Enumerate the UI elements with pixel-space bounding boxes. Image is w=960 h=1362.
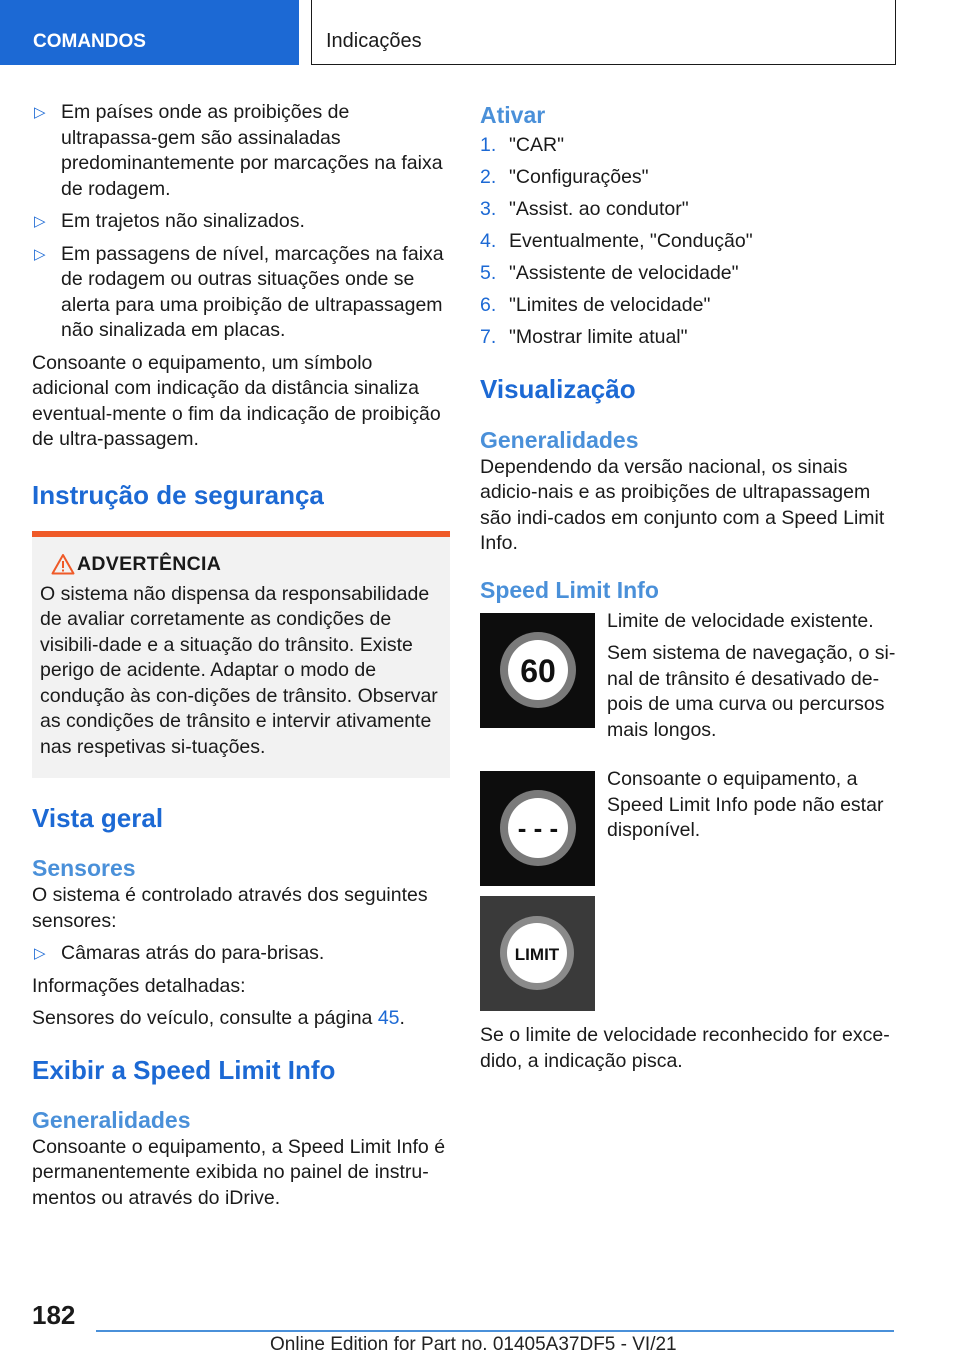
exceeded-text: Se o limite de velocidade reconhecido for exce-dido, a indicação pisca. bbox=[480, 1024, 890, 1072]
warning-title: ADVERTÊNCIA bbox=[40, 553, 442, 576]
list-item: ▷ Câmaras atrás do para-brisas. bbox=[32, 941, 450, 967]
right-column bbox=[480, 100, 898, 1074]
step-item bbox=[480, 261, 898, 287]
step-number: 5. bbox=[480, 262, 497, 284]
triangle-bullet-icon: ▷ bbox=[34, 945, 46, 962]
step-number: 3. bbox=[480, 198, 497, 220]
step-text: "Assistente de velocidade" bbox=[509, 262, 739, 284]
step-text: "Limites de velocidade" bbox=[509, 294, 711, 316]
step-item bbox=[480, 229, 898, 255]
triangle-bullet-icon: ▷ bbox=[34, 245, 46, 263]
general-text: Consoante o equipamento, a Speed Limit Info é permanentemente exibida no painel de instru-mentos ou através do iDrive. bbox=[32, 1135, 446, 1209]
step-text: "CAR" bbox=[509, 134, 565, 156]
details-label: Informações detalhadas: bbox=[32, 974, 246, 997]
safety-heading: Instrução de segurança bbox=[32, 479, 324, 510]
sensors-heading: Sensores bbox=[32, 855, 136, 881]
sign-value: 60 bbox=[520, 652, 556, 689]
edition-text: Online Edition for Part no. 01405A37DF5 - VI/21 bbox=[270, 1334, 677, 1355]
page-number: 182 bbox=[32, 1300, 76, 1330]
equipment-paragraph: Consoante o equipamento, um símbolo adicional com indicação da distância sinaliza eventual-mente o fim da indicação de proibição de ultra-passagem. bbox=[32, 351, 441, 450]
list-item: ▷ Em países onde as proibições de ultrapassa-gem são assinaladas predominantemente por marcações na faixa de rodagem. bbox=[34, 101, 443, 200]
step-text: Eventualmente, "Condução" bbox=[509, 230, 753, 252]
left-column bbox=[32, 100, 450, 1211]
sensors-text: O sistema é controlado através dos seguintes sensores: bbox=[32, 884, 428, 932]
list-item: ▷ Em passagens de nível, marcações na faixa de rodagem ou outras situações onde se alerta para uma proibição de ultrapassagem não sinalizada em placas. bbox=[34, 242, 444, 341]
warning-text: O sistema não dispensa da responsabilidade de avaliar corretamente as condições de visibili-dade e a situação do trânsito. Existe perigo de acidente. Adaptar o modo de condução às con-dições de trânsito. Observar as condições de trânsito e intervir ativamente nas respetivas si-tuações. bbox=[40, 582, 438, 758]
speed-60-sign-icon bbox=[480, 613, 595, 728]
section-tab: COMANDOS bbox=[0, 0, 299, 65]
sign-row-unavailable bbox=[480, 768, 898, 886]
step-item bbox=[480, 197, 898, 223]
warning-box bbox=[32, 531, 450, 779]
page-link[interactable]: 45 bbox=[377, 1007, 400, 1029]
overview-heading: Vista geral bbox=[32, 803, 164, 833]
step-number: 1. bbox=[480, 134, 497, 156]
steps-list bbox=[480, 133, 898, 351]
step-item bbox=[480, 133, 898, 159]
speed-limit-info-heading: Speed Limit Info bbox=[480, 576, 659, 603]
warning-triangle-icon bbox=[51, 553, 75, 575]
activate-heading: Ativar bbox=[480, 102, 546, 128]
triangle-bullet-icon: ▷ bbox=[34, 213, 46, 230]
sign-value: - - - bbox=[517, 813, 559, 843]
general-text: Dependendo da versão nacional, os sinais adicio-nais e as proibições de ultrapassagem são indi-cados em conjunto com a Speed Limit Info. bbox=[480, 455, 885, 554]
sign-row-limit bbox=[480, 896, 898, 1011]
sign-value: LIMIT bbox=[514, 945, 560, 964]
speed-unavailable-sign-icon bbox=[480, 771, 595, 886]
step-number: 4. bbox=[480, 230, 497, 252]
list-item: ▷ Em trajetos não sinalizados. bbox=[32, 209, 450, 235]
general-heading: Generalidades bbox=[480, 426, 639, 453]
sign-row-60 bbox=[480, 609, 898, 744]
step-text: "Assist. ao condutor" bbox=[509, 198, 689, 220]
step-text: "Configurações" bbox=[509, 166, 649, 188]
sign-60-description: Limite de velocidade existente. Sem sistema de navegação, o si-nal de trânsito é desativado de-pois de uma curva ou percursos mais longos. bbox=[607, 609, 896, 741]
footer-divider bbox=[96, 1330, 894, 1332]
triangle-bullet-icon: ▷ bbox=[34, 104, 46, 121]
step-item bbox=[480, 325, 898, 351]
general-heading: Generalidades bbox=[32, 1106, 191, 1133]
sign-unavailable-description: Consoante o equipamento, a Speed Limit Info pode não estar disponível. bbox=[607, 768, 884, 841]
step-item bbox=[480, 293, 898, 319]
details-reference: Sensores do veículo, consulte a página 45. bbox=[32, 1007, 405, 1029]
step-number: 6. bbox=[480, 294, 497, 316]
display-heading: Visualização bbox=[480, 373, 636, 404]
show-speed-limit-heading: Exibir a Speed Limit Info bbox=[32, 1054, 336, 1085]
limit-sign-icon bbox=[480, 896, 595, 1011]
step-number: 2. bbox=[480, 166, 497, 188]
step-number: 7. bbox=[480, 326, 497, 348]
step-text: "Mostrar limite atual" bbox=[509, 326, 688, 348]
chapter-title: Indicações bbox=[311, 0, 896, 65]
step-item bbox=[480, 165, 898, 191]
